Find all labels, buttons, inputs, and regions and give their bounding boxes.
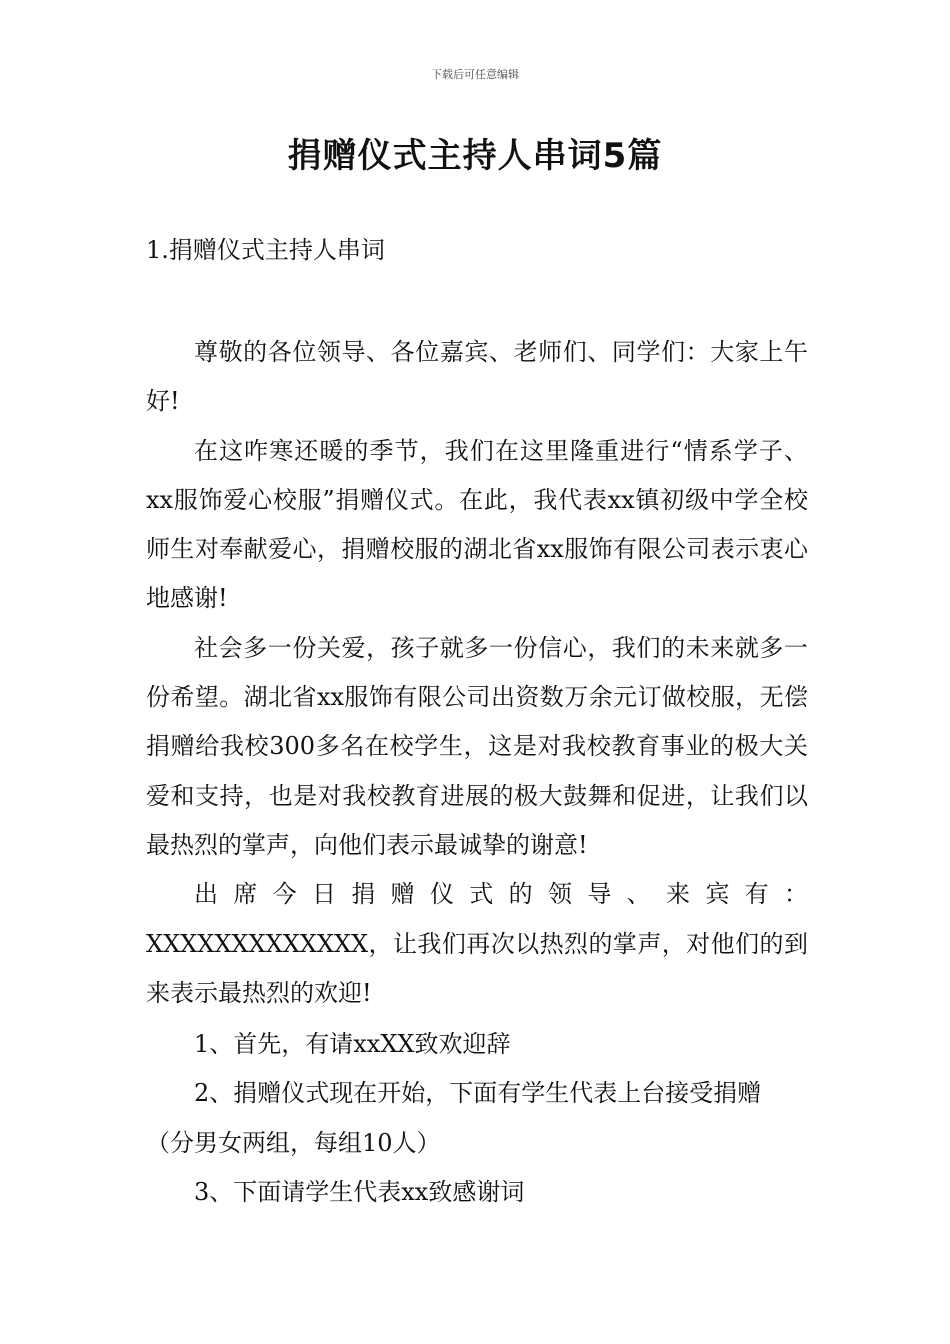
paragraph-greeting: 尊敬的各位领导、各位嘉宾、老师们、同学们：大家上午好! [146,338,808,416]
document-title: 捐赠仪式主持人串词5篇 [287,136,663,176]
paragraph-care: 社会多一份关爱，孩子就多一份信心，我们的未来就多一份希望。湖北省xx服饰有限公司出资数万余元订做校服，无偿捐赠给我校300多名在校学生，这是对我校教育事业的极大关爱和支持，也是对我校教育进展的极大鼓舞和促进，让我们以最热烈的掌声，向他们表示最诚挚的谢意! [146,633,808,859]
paragraph-thanks: 在这咋寒还暖的季节，我们在这里隆重进行“情系学子、xx服饰爱心校服”捐赠仪式。在此，我代表xx镇初级中学全校师生对奉献爱心，捐赠校服的湖北省xx服饰有限公司表示衷心地感谢! [146,436,808,613]
paragraph-guests: 出席今日捐赠仪式的领导、来宾有：XXXXXXXXXXXXX，让我们再次以热烈的掌声，对他们的到来表示最热烈的欢迎! [146,880,808,1007]
document-body [146,328,808,1217]
agenda-item: 2、捐赠仪式现在开始，下面有学生代表上台接受捐赠（分男女两组，每组10人） [146,1079,762,1157]
header-note: 下载后可任意编辑 [431,68,519,81]
agenda-item: 1、首先，有请xxXX致欢迎辞 [194,1030,511,1059]
section-heading: 1.捐赠仪式主持人串词 [146,236,385,264]
agenda-item: 3、下面请学生代表xx致感谢词 [194,1178,525,1207]
